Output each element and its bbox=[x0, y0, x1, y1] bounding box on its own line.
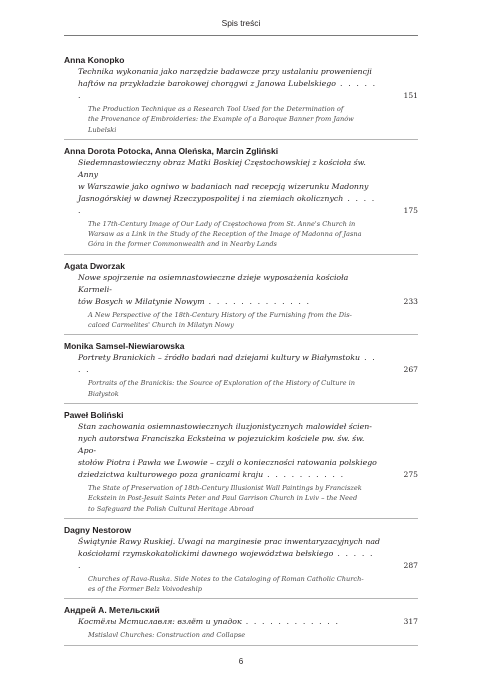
entry-divider bbox=[64, 139, 418, 140]
toc-english-line: The Production Technique as a Research Tool Used for the Determination of bbox=[88, 105, 344, 113]
leader-dots: . . . . . . bbox=[78, 548, 375, 570]
toc-title bbox=[78, 272, 418, 308]
toc-title bbox=[78, 421, 418, 481]
leader-dots: . . . . . bbox=[78, 193, 376, 215]
header-rule bbox=[64, 35, 418, 36]
toc-author: Anna Dorota Potocka, Anna Oleńska, Marcin Zgliński bbox=[64, 145, 279, 156]
toc-english-line: the Provenance of Embroideries: the Example of a Baroque Banner from Janów bbox=[88, 115, 354, 124]
toc-english-title bbox=[88, 574, 418, 595]
toc-english-line: to Safeguard the Polish Cultural Heritage Abroad bbox=[88, 504, 254, 513]
toc-page-number: 275 bbox=[403, 469, 418, 479]
toc-english-line: Warsaw as a Link in the Study of the Reception of the Image of Madonna of Jasna bbox=[88, 230, 362, 239]
toc-english-line: Portraits of the Branickis: the Source of Exploration of the History of Culture in bbox=[88, 379, 355, 388]
toc-page-number: 175 bbox=[403, 205, 418, 215]
toc-title-line: dziedzictwa kulturowego poza granicami kraju bbox=[78, 469, 264, 479]
toc-title-line: tów Bosych w Milatynie Nowym bbox=[78, 296, 205, 306]
toc-title-line: Stan zachowania osiemnastowiecznych iluzjonistycznych malowideł ścien- bbox=[78, 421, 372, 431]
toc-entry bbox=[64, 260, 418, 331]
toc-page-number: 287 bbox=[403, 560, 418, 570]
toc-english-title bbox=[88, 483, 418, 514]
table-of-contents bbox=[64, 54, 418, 651]
entry-divider bbox=[64, 645, 418, 646]
toc-english-line: Góra in the former Commonwealth and in Nearby Lands bbox=[88, 240, 277, 249]
toc-title-line: haftów na przykładzie barokowej chorągwi z Janowa Lubelskiego bbox=[78, 79, 336, 88]
toc-title bbox=[78, 157, 418, 217]
toc-english-title bbox=[88, 630, 418, 640]
toc-author: Dagny Nestorow bbox=[64, 524, 132, 535]
toc-page-number: 151 bbox=[403, 91, 418, 100]
entry-divider bbox=[64, 598, 418, 599]
toc-title-line: stołów Piotra i Pawła we Lwowie – czyli o konieczności ratowania polskiego bbox=[78, 457, 377, 467]
running-header: Spis treści bbox=[221, 18, 261, 28]
toc-title-line: Portrety Branickich – źródło badań nad dziejami kultury w Białymstoku bbox=[78, 353, 360, 363]
toc-title-line: nych autorstwa Franciszka Ecksteina w pojezuickim kościele pw. św. św. Apo- bbox=[78, 433, 365, 455]
toc-title-line: kościołami rzymskokatolickimi dawnego województwa bełskiego bbox=[78, 548, 334, 558]
toc-english-line: A New Perspective of the 18th-Century History of the Furnishing from the Dis- bbox=[88, 310, 352, 319]
leader-dots: . . . . . . . . . . . . . bbox=[204, 296, 311, 306]
entry-divider bbox=[64, 254, 418, 255]
toc-title bbox=[78, 66, 418, 102]
leader-dots: . . . . . . . . . . bbox=[263, 469, 345, 479]
toc-entry bbox=[64, 409, 418, 514]
entry-divider bbox=[64, 403, 418, 404]
toc-entry bbox=[64, 604, 418, 640]
entry-divider bbox=[64, 518, 418, 519]
toc-title-line: Jasnogórskiej w dawnej Rzeczypospolitej i na ziemiach okolicznych bbox=[78, 193, 344, 203]
toc-title-line: Technika wykonania jako narzędzie badawcze przy ustalaniu proweniencji bbox=[78, 67, 372, 76]
toc-title bbox=[78, 536, 418, 572]
toc-english-title bbox=[88, 310, 418, 331]
toc-author: Андрей А. Метельский bbox=[64, 605, 160, 616]
page-number: 6 bbox=[238, 657, 244, 666]
leader-dots: . . . . . . . . . . . . bbox=[241, 617, 340, 627]
toc-english-line: Churches of Rava-Ruska. Side Notes to the Cataloging of Roman Catholic Church- bbox=[88, 574, 364, 583]
toc-entry bbox=[64, 524, 418, 595]
leader-dots: . . . . bbox=[78, 353, 377, 375]
toc-page-number: 317 bbox=[403, 617, 418, 627]
toc-entry bbox=[64, 145, 418, 250]
toc-entry bbox=[64, 54, 418, 135]
entry-divider bbox=[64, 334, 418, 335]
toc-english-line: es of the Former Belz Voivodeship bbox=[88, 585, 202, 594]
toc-english-line: Lubelski bbox=[88, 125, 117, 134]
toc-page-number: 233 bbox=[403, 296, 418, 306]
toc-page-number: 267 bbox=[403, 365, 418, 375]
toc-english-line: The State of Preservation of 18th-Century Illusionist Wall Paintings by Franciszek bbox=[88, 483, 362, 492]
toc-author: Paweł Boliński bbox=[64, 409, 124, 420]
toc-title bbox=[78, 352, 418, 376]
toc-author: Agata Dworzak bbox=[64, 260, 125, 271]
toc-english-line: The 17th-Century Image of Our Lady of Częstochowa from St. Anne's Church in bbox=[88, 219, 356, 228]
toc-author: Monika Samsel-Niewiarowska bbox=[64, 341, 185, 352]
toc-english-line: calced Carmelites' Church in Milatyn Nowy bbox=[88, 321, 234, 330]
toc-entry bbox=[64, 340, 418, 399]
toc-author: Anna Konopko bbox=[64, 55, 125, 65]
toc-title-line: w Warszawie jako ogniwo w badaniach nad recepcją wizerunku Madonny bbox=[78, 181, 369, 191]
leader-dots: . . . . . . bbox=[78, 79, 377, 100]
toc-english-line: Mstislavl Churches: Construction and Collapse bbox=[88, 631, 246, 640]
toc-title-line: Siedemnastowieczny obraz Matki Boskiej Częstochowskiej z kościoła św. Anny bbox=[78, 157, 366, 179]
toc-title-line: Nowe spojrzenie na osiemnastowieczne dzieje wyposażenia kościoła Karmeli- bbox=[78, 272, 349, 294]
toc-title-line: Świątynie Rawy Ruskiej. Uwagi na marginesie prac inwentaryzacyjnych nad bbox=[78, 536, 380, 546]
toc-english-line: Eckstein in Post-Jesuit Saints Peter and Paul Garrison Church in Lviv – the Need bbox=[88, 494, 358, 503]
toc-english-title bbox=[88, 219, 418, 250]
toc-english-title bbox=[88, 378, 418, 399]
toc-title-line: Костёлы Мстиславля: взлёт и упадок bbox=[78, 617, 242, 627]
toc-english-line: Białystok bbox=[88, 389, 119, 398]
toc-title bbox=[78, 616, 418, 628]
toc-english-title bbox=[88, 104, 418, 135]
